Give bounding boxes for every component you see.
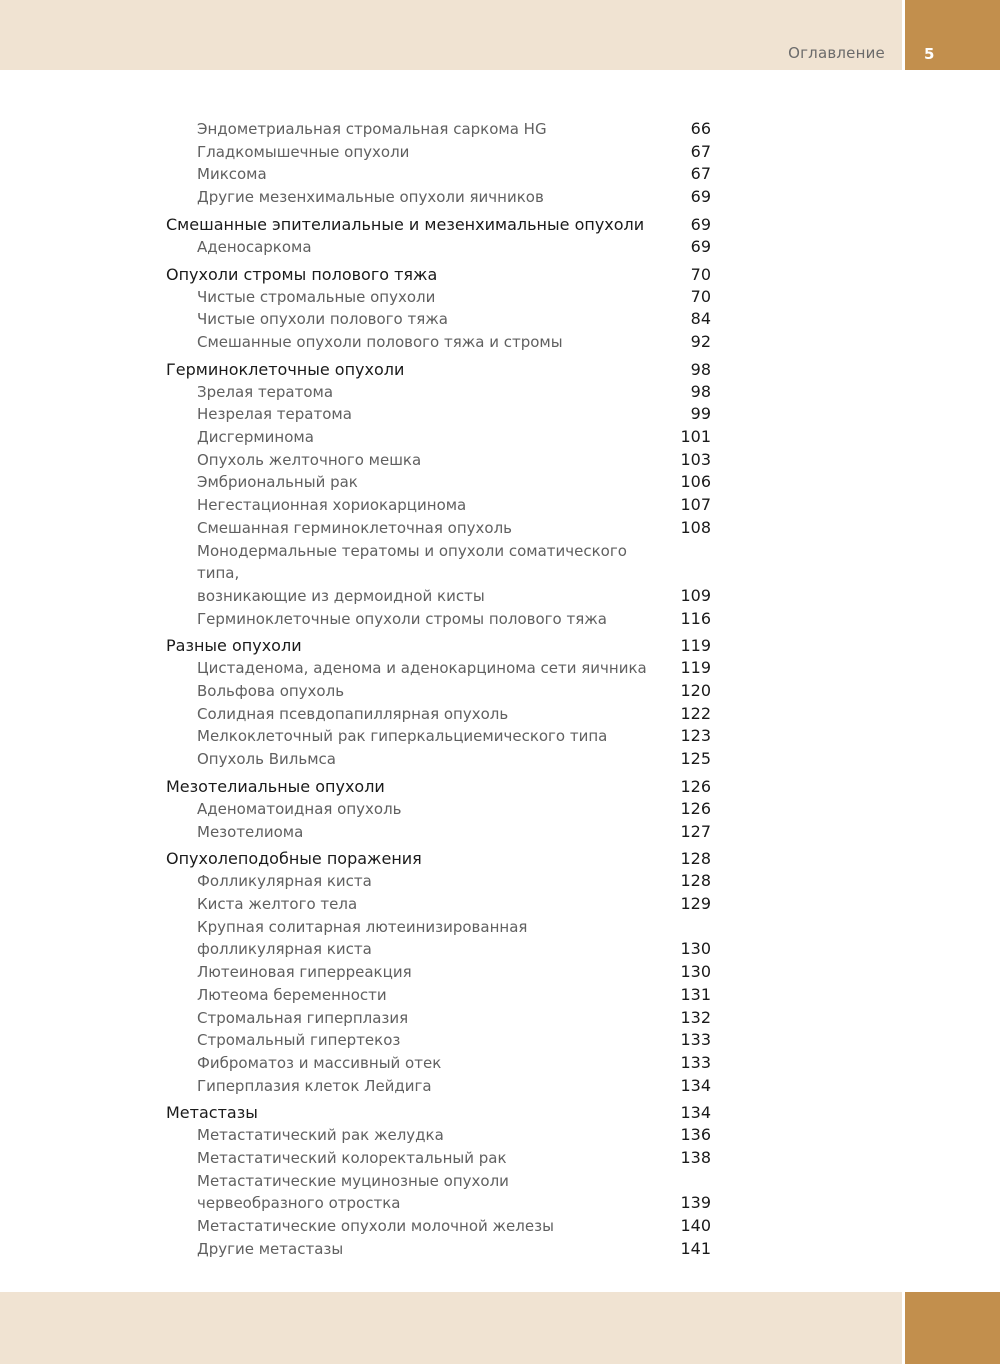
toc-item[interactable]	[166, 748, 711, 771]
toc-title: Чистые опухоли полового тяжа	[197, 310, 448, 329]
toc-title: Лютеома беременности	[197, 985, 387, 1004]
toc-title	[166, 540, 651, 608]
toc-title: Разные опухоли	[166, 636, 302, 656]
toc-title	[166, 1170, 651, 1215]
toc-item[interactable]	[166, 1238, 711, 1261]
toc-page-number: 123	[680, 726, 711, 746]
toc-page-number: 92	[690, 331, 711, 351]
toc-item[interactable]	[166, 893, 711, 916]
toc-title: Метастазы	[166, 1103, 258, 1123]
toc-item[interactable]	[166, 916, 711, 961]
toc-title: Вольфова опухоль	[197, 682, 345, 701]
toc-title: Смешанные опухоли полового тяжа и стромы	[197, 332, 563, 351]
toc-title: Аденосаркома	[197, 237, 312, 256]
toc-title: Метастатический рак желудка	[197, 1126, 444, 1145]
toc-title: Лютеиновая гиперреакция	[197, 963, 412, 982]
toc-title: Герминоклеточные опухоли	[166, 359, 405, 379]
toc-title: Гладкомышечные опухоли	[197, 142, 410, 161]
toc-item[interactable]	[166, 118, 711, 141]
toc-title: Другие мезенхимальные опухоли яичников	[197, 188, 544, 207]
toc-page-number: 98	[690, 381, 711, 401]
toc-item[interactable]	[166, 426, 711, 449]
toc-item[interactable]	[166, 798, 711, 821]
toc-page-number: 133	[680, 1052, 711, 1072]
toc-item[interactable]	[166, 984, 711, 1007]
toc-item[interactable]	[166, 1075, 711, 1098]
toc-item[interactable]	[166, 1029, 711, 1052]
toc-title: Стромальная гиперплазия	[197, 1008, 409, 1027]
table-of-contents	[166, 118, 711, 1261]
toc-page-number: 66	[690, 119, 711, 138]
toc-page-number: 128	[680, 849, 711, 869]
toc-item[interactable]	[166, 286, 711, 309]
toc-title: Дисгерминома	[197, 428, 314, 447]
toc-page-number: 98	[690, 359, 711, 379]
toc-page-number: 69	[690, 187, 711, 207]
toc-page-number: 84	[690, 309, 711, 329]
toc-page-number: 122	[680, 703, 711, 723]
toc-item[interactable]	[166, 308, 711, 331]
footer-tab	[905, 1292, 1000, 1364]
toc-page-number: 119	[680, 636, 711, 656]
toc-title: Цистаденома, аденома и аденокарцинома сети яичника	[197, 659, 647, 678]
toc-title	[166, 916, 651, 961]
toc-item[interactable]	[166, 1007, 711, 1030]
section-title: Оглавление	[788, 44, 885, 62]
toc-page-number: 130	[680, 962, 711, 982]
toc-chapter[interactable]	[166, 847, 711, 870]
toc-page-number: 120	[680, 681, 711, 701]
toc-title: Смешанные эпителиальные и мезенхимальные опухоли	[166, 214, 645, 234]
toc-item[interactable]	[166, 657, 711, 680]
toc-title: Мезотелиальные опухоли	[166, 776, 385, 796]
toc-page-number: 70	[690, 286, 711, 306]
toc-item[interactable]	[166, 517, 711, 540]
toc-item[interactable]	[166, 680, 711, 703]
toc-title: Герминоклеточные опухоли стромы полового тяжа	[197, 609, 607, 628]
toc-item[interactable]	[166, 870, 711, 893]
toc-chapter[interactable]	[166, 1101, 711, 1124]
toc-page-number: 103	[680, 449, 711, 469]
toc-page-number: 126	[680, 776, 711, 796]
toc-title: Эндометриальная стромальная саркома HG	[197, 120, 547, 138]
toc-title: Эмбриональный рак	[197, 473, 358, 492]
toc-page-number: 140	[680, 1216, 711, 1236]
toc-title-line: возникающие из дермоидной кисты	[197, 586, 485, 605]
toc-item[interactable]	[166, 236, 711, 259]
toc-item[interactable]	[166, 821, 711, 844]
toc-chapter[interactable]	[166, 213, 711, 236]
toc-page-number: 70	[690, 264, 711, 284]
toc-item[interactable]	[166, 1147, 711, 1170]
toc-page-number: 108	[680, 517, 711, 537]
toc-page-number: 133	[680, 1030, 711, 1050]
toc-page-number: 126	[680, 798, 711, 818]
toc-page-number: 134	[680, 1103, 711, 1123]
toc-page-number: 106	[680, 472, 711, 492]
toc-title: Миксома	[197, 165, 267, 184]
toc-page-number: 127	[680, 821, 711, 841]
toc-title: Стромальный гипертекоз	[197, 1031, 401, 1050]
toc-title: Зрелая тератома	[197, 382, 334, 401]
toc-page-number: 67	[690, 141, 711, 161]
toc-page-number: 139	[680, 1193, 711, 1213]
toc-title: Аденоматоидная опухоль	[197, 799, 402, 818]
toc-page-number: 101	[680, 427, 711, 447]
toc-item[interactable]	[166, 703, 711, 726]
toc-page-number: 132	[680, 1007, 711, 1027]
toc-page-number: 125	[680, 749, 711, 769]
toc-item[interactable]	[166, 725, 711, 748]
toc-page-number: 134	[680, 1075, 711, 1095]
toc-page-number: 119	[680, 658, 711, 678]
page-number-tab	[905, 0, 1000, 70]
toc-title-line: Метастатические муцинозные опухоли	[197, 1171, 509, 1190]
toc-title: Опухоль желточного мешка	[197, 450, 422, 469]
toc-title-line: фолликулярная киста	[197, 940, 372, 959]
toc-title: Смешанная герминоклеточная опухоль	[197, 518, 512, 537]
toc-item[interactable]	[166, 331, 711, 354]
toc-title-line: червеобразного отростка	[197, 1194, 401, 1213]
toc-title: Опухоли стромы полового тяжа	[166, 264, 438, 284]
footer-band	[0, 1292, 1000, 1364]
toc-item[interactable]	[166, 961, 711, 984]
toc-page-number: 141	[680, 1238, 711, 1258]
toc-page-number: 99	[690, 404, 711, 424]
toc-item[interactable]	[166, 1170, 711, 1215]
toc-chapter[interactable]	[166, 263, 711, 286]
toc-title: Опухоль Вильмса	[197, 750, 336, 769]
toc-item[interactable]	[166, 403, 711, 426]
toc-title: Метастатические опухоли молочной железы	[197, 1217, 554, 1236]
toc-title: Солидная псевдопапиллярная опухоль	[197, 704, 509, 723]
toc-item[interactable]	[166, 494, 711, 517]
toc-item[interactable]	[166, 449, 711, 472]
toc-title-line: Крупная солитарная лютеинизированная	[197, 917, 528, 936]
toc-item[interactable]	[166, 186, 711, 209]
toc-title: Гиперплазия клеток Лейдига	[197, 1076, 432, 1095]
toc-title: Негестационная хориокарцинома	[197, 496, 467, 515]
toc-item[interactable]	[166, 381, 711, 404]
toc-chapter[interactable]	[166, 358, 711, 381]
toc-chapter[interactable]	[166, 775, 711, 798]
toc-page-number: 107	[680, 495, 711, 515]
toc-title: Мезотелиома	[197, 822, 304, 841]
toc-page-number: 131	[680, 984, 711, 1004]
toc-title-line: Монодермальные тератомы и опухоли соматического типа,	[197, 541, 627, 583]
page-number: 5	[924, 45, 935, 63]
toc-title: Незрелая тератома	[197, 405, 352, 424]
toc-page-number: 136	[680, 1125, 711, 1145]
toc-page-number: 116	[680, 608, 711, 628]
toc-page-number: 67	[690, 164, 711, 184]
toc-item[interactable]	[166, 163, 711, 186]
toc-title: Мелкоклеточный рак гиперкальциемического типа	[197, 727, 608, 746]
toc-page-number: 130	[680, 939, 711, 959]
toc-title: Фолликулярная киста	[197, 872, 372, 891]
toc-chapter[interactable]	[166, 634, 711, 657]
toc-page-number: 129	[680, 893, 711, 913]
toc-item[interactable]	[166, 1215, 711, 1238]
toc-title: Чистые стромальные опухоли	[197, 287, 436, 306]
toc-item[interactable]	[166, 471, 711, 494]
toc-page-number: 69	[690, 214, 711, 234]
toc-item[interactable]	[166, 608, 711, 631]
toc-page-number: 138	[680, 1148, 711, 1168]
toc-page-number: 128	[680, 871, 711, 891]
toc-page-number: 69	[690, 236, 711, 256]
toc-title: Другие метастазы	[197, 1239, 344, 1258]
toc-title: Фиброматоз и массивный отек	[197, 1053, 442, 1072]
toc-item[interactable]	[166, 141, 711, 164]
toc-item[interactable]	[166, 1124, 711, 1147]
toc-item[interactable]	[166, 540, 711, 608]
toc-title: Киста желтого тела	[197, 894, 358, 913]
toc-title: Опухолеподобные поражения	[166, 849, 422, 869]
toc-item[interactable]	[166, 1052, 711, 1075]
toc-title: Метастатический колоректальный рак	[197, 1149, 507, 1168]
toc-page-number: 109	[680, 585, 711, 605]
